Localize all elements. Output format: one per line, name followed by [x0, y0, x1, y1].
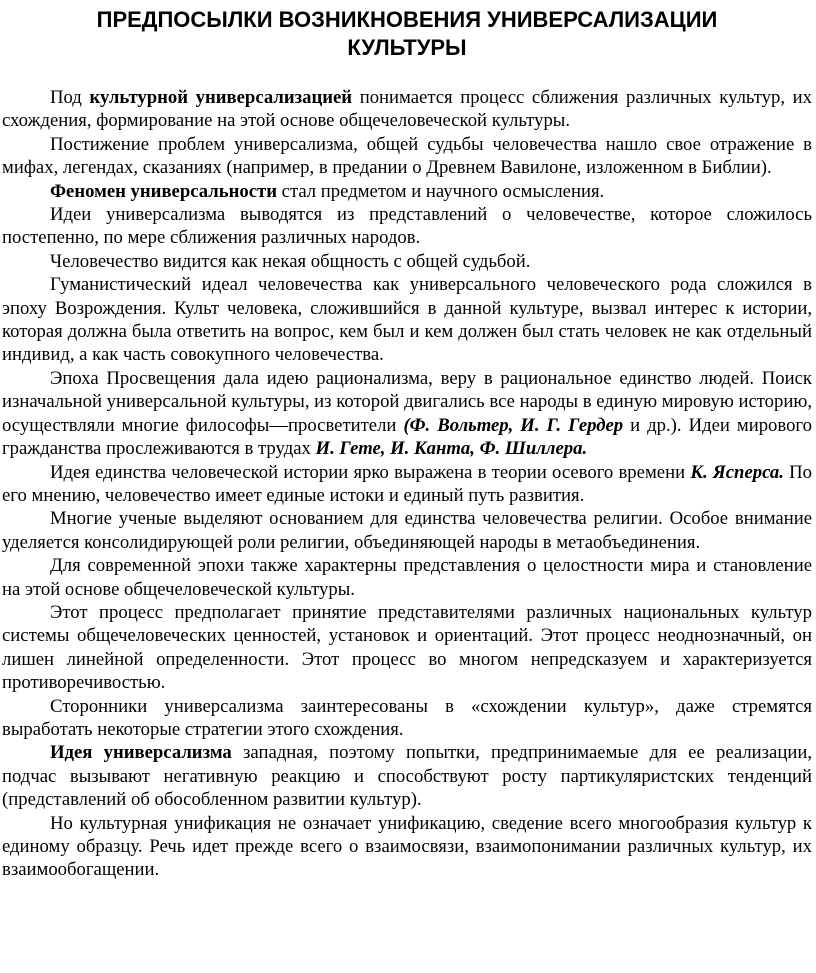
page-title	[2, 6, 812, 62]
term-universality-phenomenon: Феномен универсальности	[50, 180, 277, 202]
paragraph-8-text-c: По его мнению, человечество имеет единые истоки и единый путь развития.	[2, 461, 812, 506]
names-goethe-kant-schiller: И. Гете, И. Канта, Ф. Шиллера.	[315, 438, 588, 460]
paragraph-3	[2, 180, 812, 203]
title-line-1: ПРЕДПОСЫЛКИ ВОЗНИКНОВЕНИЯ УНИВЕРСАЛИЗАЦИИ	[96, 7, 718, 32]
paragraph-8	[2, 461, 812, 508]
name-jaspers: К. Ясперса.	[690, 461, 784, 483]
paragraph-10: Для современной эпохи также характерны представления о целостности мира и становление на этой основе общечеловеческой культуры.	[2, 555, 812, 600]
paragraph-5: Человечество видится как некая общность с общей судьбой.	[50, 250, 531, 272]
paragraph-13	[2, 741, 812, 811]
term-cultural-universalization: культурной универсализацией	[89, 87, 353, 108]
paragraph-14: Но культурная унификация не означает унификацию, сведение всего многообразия культур к единому образцу. Речь идет прежде всего о взаимосвязи, взаимопонимании различных культур, их взаимообогащении.	[2, 812, 812, 881]
paragraph-7-text-c: и др.). Идеи мирового гражданства прослеживаются в трудах	[2, 414, 812, 460]
names-enlighteners: (Ф. Вольтер, И. Г. Гердер	[403, 414, 624, 436]
term-universalism-idea: Идея универсализма	[50, 742, 232, 764]
paragraph-11: Этот процесс предполагает принятие представителями различных национальных культур системы общечеловеческих ценностей, установок и ориентаций. Этот процесс неоднозначный, он лишен линейной определенности. Этот процесс во многом непредсказуем и характеризуется противоречивостью.	[2, 601, 812, 694]
paragraph-1-text: понимается процесс сближения различных культур, их схождения, формирование на этой основе общечеловеческой культуры.	[2, 87, 812, 132]
paragraph-7	[2, 367, 812, 461]
paragraph-4: Идеи универсализма выводятся из представлений о человечестве, которое сложилось постепенно, по мере сближения различных народов.	[2, 204, 812, 249]
paragraph-12: Сторонники универсализма заинтересованы в «схождении культур», даже стремятся выработать некоторые стратегии этого схождения.	[2, 695, 812, 740]
paragraph-1-lead: Под	[50, 87, 90, 108]
paragraph-7-text-a: Эпоха Просвещения дала идею рационализма, веру в рациональное единство людей. Поиск изначальной универсальной культуры, из которой двигались все народы в единую мировую историю, осуществляли многие философы—просветители	[2, 367, 812, 436]
paragraph-9: Многие ученые выделяют основанием для единства человечества религии. Особое внимание уделяется консолидирующей роли религии, объединяющей народы в метаобъединения.	[2, 508, 812, 553]
document-body	[2, 86, 812, 882]
paragraph-8-text-a: Идея единства человеческой истории ярко выражена в теории осевого времени	[50, 461, 691, 483]
paragraph-2: Постижение проблем универсализма, общей судьбы человечества нашло свое отражение в мифах, легендах, сказаниях (например, в предании о Древнем Вавилоне, изложенном в Библии).	[2, 133, 812, 179]
paragraph-13-text: западная, поэтому попытки, предпринимаемые для ее реализации, подчас вызывают негативную реакцию и способствуют росту партикуляристских тенденций (представлений об обособленном развитии культур).	[2, 742, 813, 811]
paragraph-3-text: стал предметом и научного осмысления.	[276, 180, 605, 202]
title-line-2: КУЛЬТУРЫ	[347, 35, 467, 60]
paragraph-6: Гуманистический идеал человечества как универсального человеческого рода сложился в эпоху Возрождения. Культ человека, сложившийся в данной культуре, вызвал интерес к истории, которая должна была ответить на вопрос, кем был и кем должен был стать человек не как отдельный индивид, а как часть совокупного человечества.	[2, 274, 812, 366]
paragraph-1	[2, 86, 812, 133]
